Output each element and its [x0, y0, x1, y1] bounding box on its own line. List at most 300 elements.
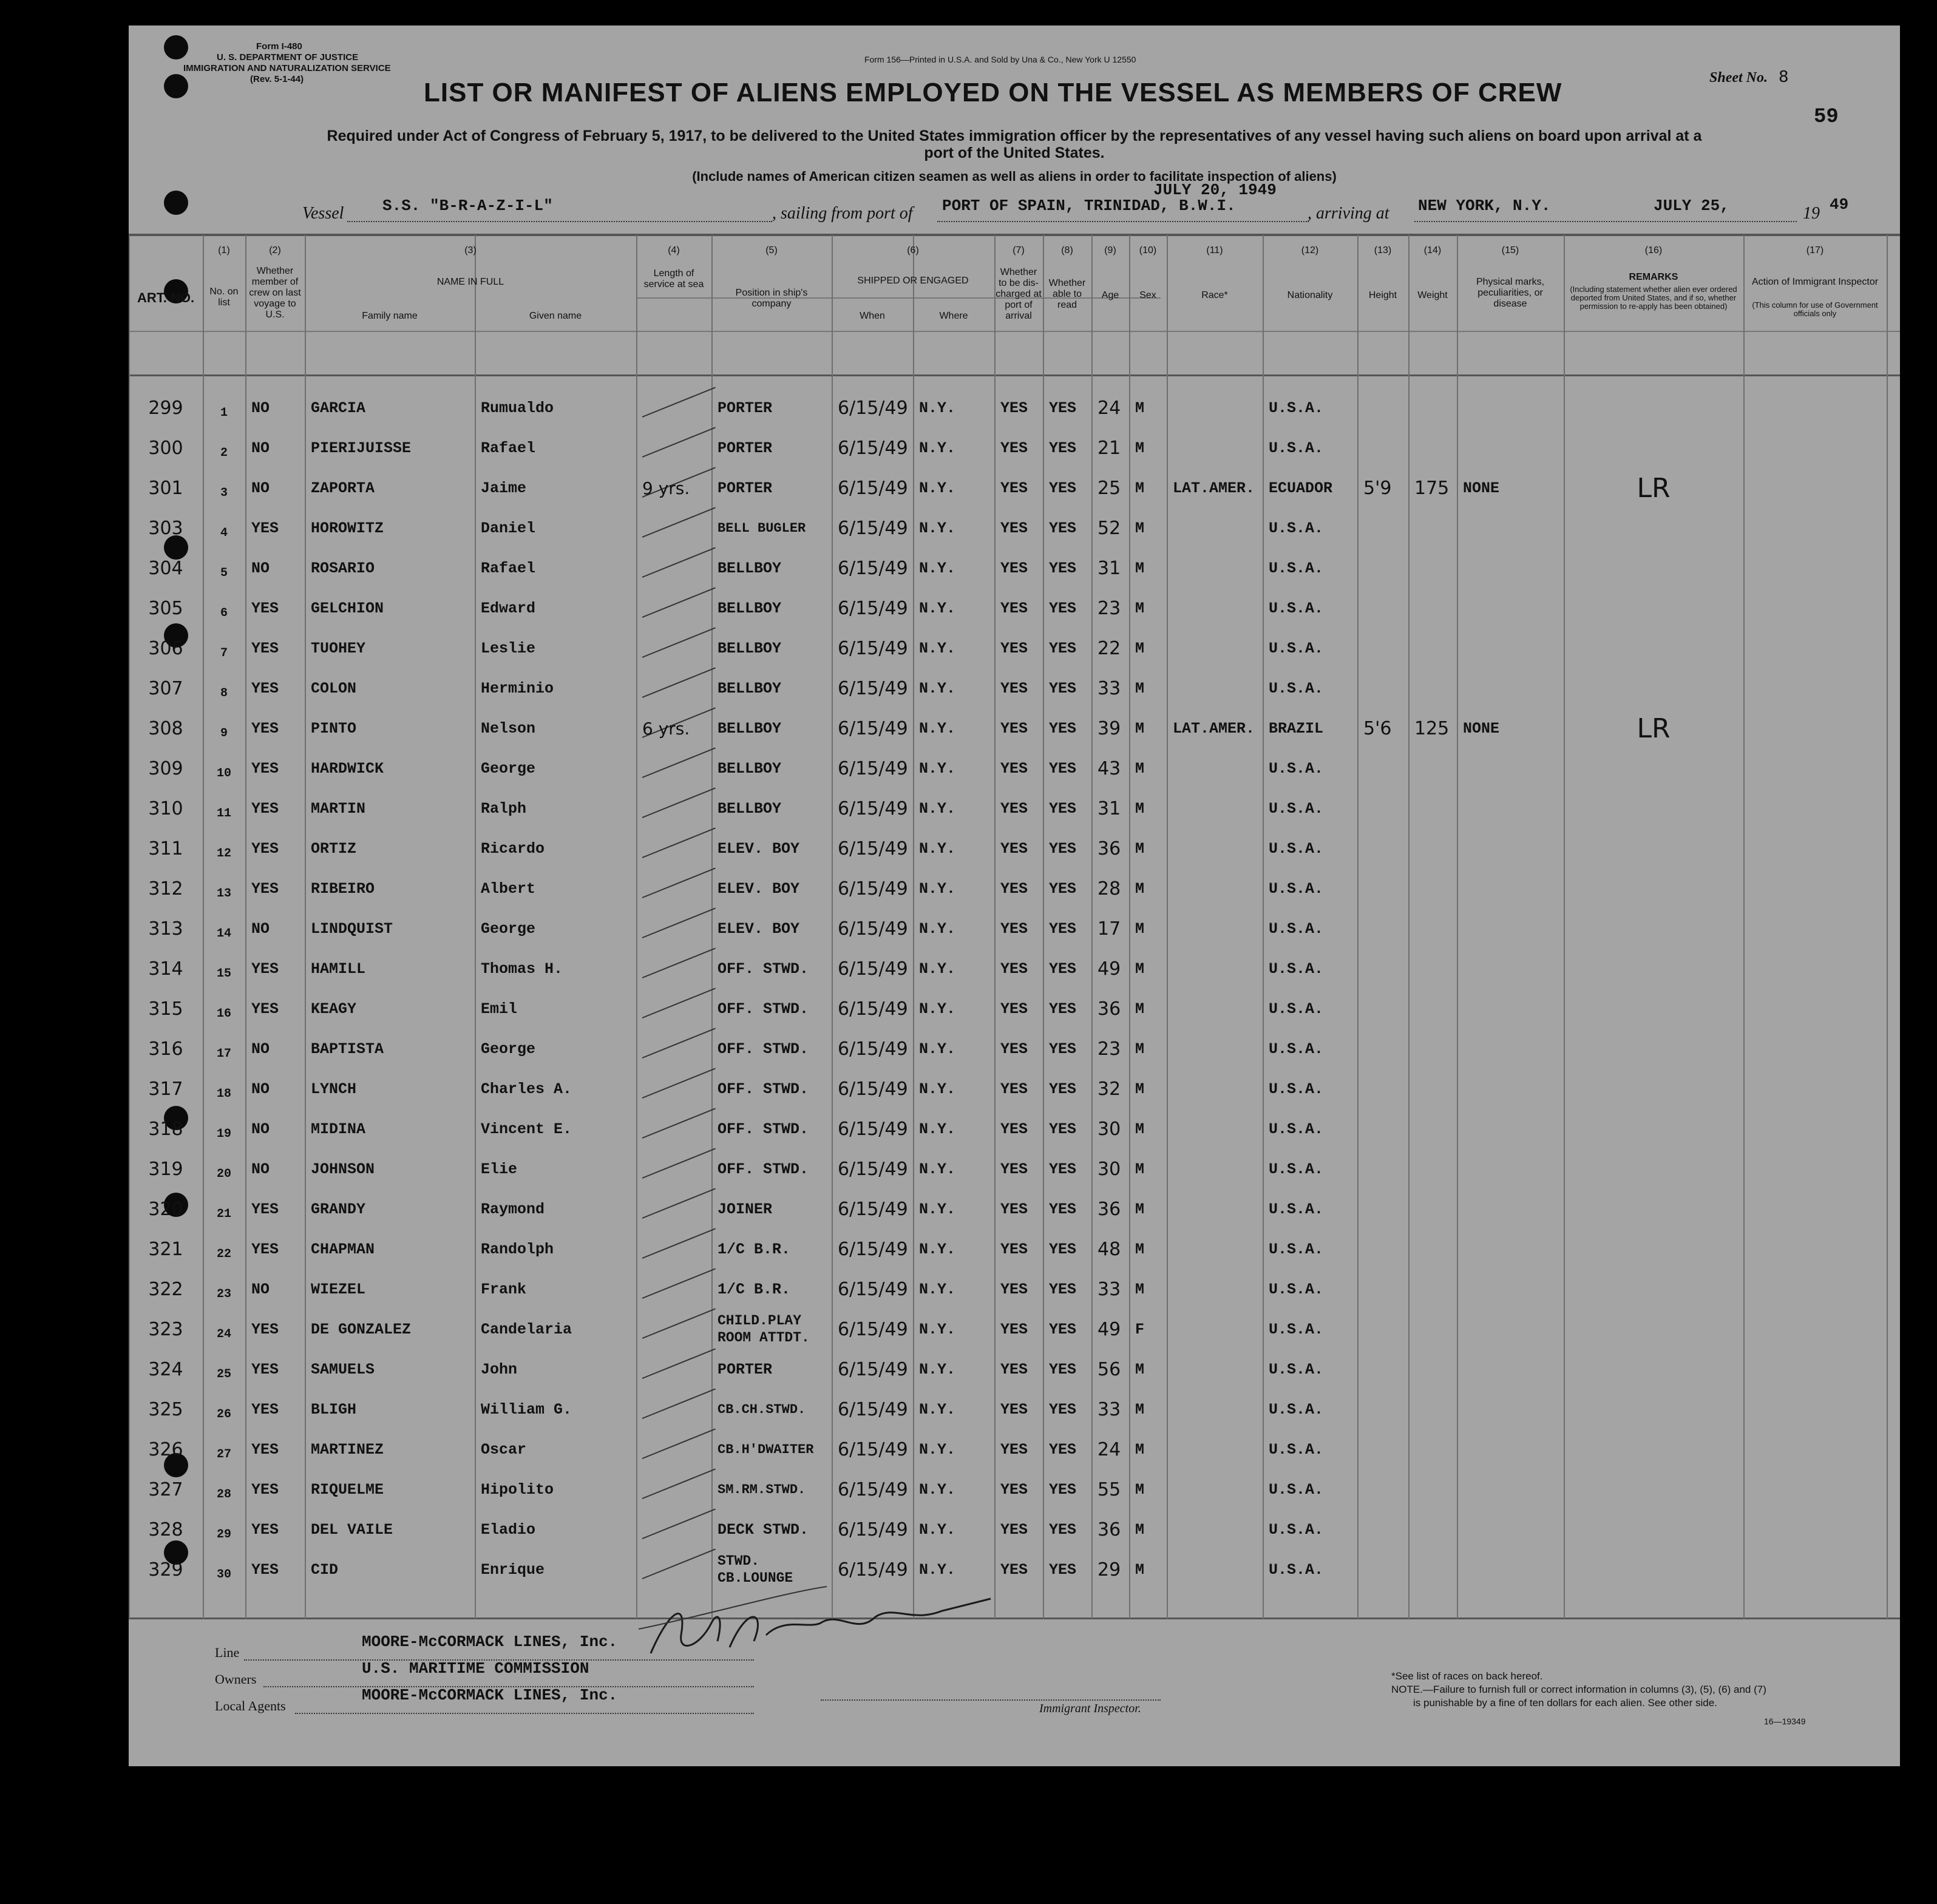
cell-remarks [1564, 1470, 1743, 1510]
cell-when: 6/15/49 [838, 478, 908, 499]
cell-given: Charles A. [481, 1080, 572, 1098]
cell-where: N.Y. [919, 720, 956, 737]
cell-where: N.Y. [919, 1000, 956, 1018]
cell-weight [1414, 549, 1457, 589]
cell-read: YES [1049, 600, 1077, 617]
cell-weight [1414, 1350, 1457, 1390]
cell-position: PORTER [717, 439, 773, 457]
inspector-label: Immigrant Inspector. [1039, 1702, 1141, 1715]
cell-no: 17 [216, 1047, 231, 1061]
cell-art: 314 [148, 958, 183, 980]
cell-art: 329 [148, 1559, 183, 1580]
cell-position: BELLBOY [717, 760, 782, 778]
cell-member: YES [251, 1241, 279, 1258]
cell-sex: M [1135, 600, 1145, 617]
cell-physical [1463, 1190, 1564, 1230]
cell-read: YES [1049, 1281, 1077, 1298]
cell-remarks [1564, 869, 1743, 909]
line-label: Line [215, 1645, 240, 1660]
cell-when: 6/15/49 [838, 678, 908, 699]
cell-height [1363, 749, 1408, 789]
header-length-of-service: Length of service at sea [643, 268, 704, 290]
cell-height [1363, 949, 1408, 989]
cell-weight [1414, 589, 1457, 629]
column-number-9: (9) [1104, 245, 1116, 256]
cell-weight [1414, 1270, 1457, 1310]
cell-age: 22 [1097, 638, 1121, 659]
cell-art: 325 [148, 1399, 183, 1420]
header-remarks: REMARKS [1629, 272, 1678, 282]
cell-where: N.Y. [919, 1481, 956, 1499]
sheet-label: Sheet No. [1709, 70, 1768, 86]
cell-remarks [1564, 1390, 1743, 1430]
cell-service [642, 669, 711, 709]
cell-art: 317 [148, 1079, 183, 1100]
cell-read: YES [1049, 640, 1077, 657]
cell-race [1173, 549, 1263, 589]
table-row [129, 469, 1900, 509]
cell-member: NO [251, 1281, 270, 1298]
cell-where: N.Y. [919, 1241, 956, 1258]
cell-position: BELLBOY [717, 640, 782, 657]
cell-where: N.Y. [919, 1040, 956, 1058]
cell-nationality: U.S.A. [1269, 840, 1324, 858]
header-family-name: Family name [362, 311, 418, 321]
header-age: Age [1101, 290, 1119, 300]
cell-position: OFF. STWD. [717, 1080, 809, 1098]
cell-age: 36 [1097, 838, 1121, 859]
cell-read: YES [1049, 560, 1077, 577]
header-nationality: Nationality [1287, 290, 1333, 300]
cell-service [642, 1470, 711, 1510]
cell-sex: M [1135, 760, 1145, 778]
cell-discharged: YES [1000, 640, 1028, 657]
cell-when: 6/15/49 [838, 1239, 908, 1260]
cell-service [642, 589, 711, 629]
cell-discharged: YES [1000, 1120, 1028, 1138]
cell-no: 7 [220, 646, 228, 660]
cell-height [1363, 1230, 1408, 1270]
cell-when: 6/15/49 [838, 838, 908, 859]
cell-nationality: U.S.A. [1269, 760, 1324, 778]
cell-age: 29 [1097, 1559, 1121, 1580]
cell-position: 1/C B.R. [717, 1241, 791, 1258]
cell-weight [1414, 1310, 1457, 1350]
line-value: MOORE-McCORMACK LINES, Inc. [362, 1633, 618, 1651]
service-name: IMMIGRATION AND NATURALIZATION SERVICE [183, 63, 391, 73]
cell-no: 20 [216, 1167, 231, 1181]
cell-physical [1463, 829, 1564, 869]
cell-art: 310 [148, 798, 183, 819]
cell-member: YES [251, 600, 279, 617]
cell-height: 5'9 [1363, 478, 1392, 499]
cell-read: YES [1049, 800, 1077, 818]
table-row [129, 1230, 1900, 1270]
cell-art: 308 [148, 718, 183, 739]
form-number: Form I-480 [256, 41, 302, 52]
cell-given: Thomas H. [481, 960, 563, 978]
cell-given: Edward [481, 600, 536, 617]
cell-given: Herminio [481, 680, 554, 697]
cell-weight [1414, 1069, 1457, 1110]
header-sex: Sex [1139, 290, 1156, 300]
cell-when: 6/15/49 [838, 798, 908, 819]
cell-nationality: U.S.A. [1269, 399, 1324, 417]
cell-read: YES [1049, 880, 1077, 898]
cell-position: OFF. STWD. [717, 1040, 809, 1058]
races-note: *See list of races on back hereof. [1391, 1670, 1543, 1682]
cell-age: 36 [1097, 1199, 1121, 1220]
cell-where: N.Y. [919, 439, 956, 457]
cell-art: 312 [148, 878, 183, 899]
cell-weight: 175 [1414, 478, 1450, 499]
cell-physical [1463, 1390, 1564, 1430]
cell-member: NO [251, 1040, 270, 1058]
cell-no: 11 [216, 807, 231, 821]
table-row [129, 589, 1900, 629]
cell-no: 6 [220, 606, 228, 620]
cell-physical [1463, 1310, 1564, 1350]
cell-position: STWD. CB.LOUNGE [717, 1553, 793, 1586]
header-position: Position in ship's company [735, 288, 808, 309]
cell-sex: M [1135, 880, 1145, 898]
cell-age: 25 [1097, 478, 1121, 499]
cell-read: YES [1049, 399, 1077, 417]
cell-sex: M [1135, 720, 1145, 737]
include-note: (Include names of American citizen seamen as well as aliens in order to facilitate inspection of aliens) [692, 169, 1337, 184]
vessel-label: Vessel [302, 204, 344, 223]
cell-sex: M [1135, 1241, 1145, 1258]
cell-position: BELLBOY [717, 560, 782, 577]
cell-discharged: YES [1000, 1040, 1028, 1058]
port-of-departure: PORT OF SPAIN, TRINIDAD, B.W.I. [942, 197, 1236, 215]
table-row [129, 749, 1900, 789]
cell-physical [1463, 1069, 1564, 1110]
cell-race [1173, 1350, 1263, 1390]
cell-weight [1414, 789, 1457, 829]
cell-service [642, 429, 711, 469]
table-row [129, 1470, 1900, 1510]
cell-discharged: YES [1000, 880, 1028, 898]
cell-when: 6/15/49 [838, 1038, 908, 1060]
cell-member: YES [251, 1481, 279, 1499]
cell-physical [1463, 1270, 1564, 1310]
cell-service [642, 509, 711, 549]
cell-art: 324 [148, 1359, 183, 1380]
column-number-3: (3) [464, 245, 477, 256]
cell-read: YES [1049, 920, 1077, 938]
cell-service [642, 949, 711, 989]
revision-date: (Rev. 5-1-44) [250, 74, 304, 84]
cell-physical [1463, 589, 1564, 629]
cell-remarks [1564, 629, 1743, 669]
cell-remarks [1564, 1110, 1743, 1150]
cell-member: NO [251, 1160, 270, 1178]
cell-family: MIDINA [311, 1120, 366, 1138]
cell-member: YES [251, 720, 279, 737]
cell-member: YES [251, 640, 279, 657]
cell-age: 56 [1097, 1359, 1121, 1380]
cell-height [1363, 1470, 1408, 1510]
cell-physical [1463, 1430, 1564, 1470]
cell-where: N.Y. [919, 680, 956, 697]
cell-given: Nelson [481, 720, 536, 737]
cell-discharged: YES [1000, 1201, 1028, 1218]
cell-where: N.Y. [919, 1361, 956, 1378]
cell-age: 39 [1097, 718, 1121, 739]
cell-family: KEAGY [311, 1000, 357, 1018]
cell-weight [1414, 629, 1457, 669]
cell-art: 306 [148, 638, 183, 659]
column-number-7: (7) [1013, 245, 1025, 256]
cell-age: 23 [1097, 598, 1121, 619]
cell-where: N.Y. [919, 520, 956, 537]
department-name: U. S. DEPARTMENT OF JUSTICE [217, 52, 359, 63]
cell-given: Albert [481, 880, 536, 898]
penalty-note-cont: is punishable by a fine of ten dollars for each alien. See other side. [1413, 1697, 1717, 1709]
cell-race [1173, 629, 1263, 669]
cell-physical [1463, 1350, 1564, 1390]
cell-age: 33 [1097, 1279, 1121, 1300]
cell-remarks [1564, 1270, 1743, 1310]
cell-physical [1463, 1150, 1564, 1190]
cell-family: HOROWITZ [311, 520, 384, 537]
cell-race [1173, 749, 1263, 789]
cell-height [1363, 589, 1408, 629]
cell-where: N.Y. [919, 1521, 956, 1539]
cell-when: 6/15/49 [838, 438, 908, 459]
cell-service [642, 1110, 711, 1150]
cell-member: YES [251, 1561, 279, 1579]
cell-member: YES [251, 1201, 279, 1218]
cell-no: 27 [216, 1448, 231, 1462]
cell-art: 304 [148, 558, 183, 579]
cell-family: JOHNSON [311, 1160, 375, 1178]
cell-where: N.Y. [919, 960, 956, 978]
page-number: 59 [1814, 106, 1839, 129]
cell-weight [1414, 1110, 1457, 1150]
cell-age: 31 [1097, 798, 1121, 819]
header-able-to-read: Whether able to read [1048, 278, 1086, 310]
cell-member: NO [251, 1080, 270, 1098]
cell-height [1363, 1430, 1408, 1470]
cell-nationality: U.S.A. [1269, 1000, 1324, 1018]
cell-physical: NONE [1463, 720, 1500, 737]
cell-discharged: YES [1000, 1000, 1028, 1018]
cell-remarks [1564, 549, 1743, 589]
cell-discharged: YES [1000, 1441, 1028, 1458]
cell-given: Ralph [481, 800, 527, 818]
cell-service [642, 869, 711, 909]
cell-service [642, 549, 711, 589]
cell-art: 318 [148, 1119, 183, 1140]
cell-member: YES [251, 1401, 279, 1418]
cell-given: Eladio [481, 1521, 536, 1539]
header-art-no: ART. NO. [137, 290, 195, 305]
cell-no: 19 [216, 1127, 231, 1141]
cell-no: 25 [216, 1367, 231, 1381]
cell-family: LINDQUIST [311, 920, 393, 938]
cell-when: 6/15/49 [838, 918, 908, 940]
cell-height [1363, 629, 1408, 669]
cell-art: 299 [148, 398, 183, 419]
cell-discharged: YES [1000, 1281, 1028, 1298]
cell-member: YES [251, 840, 279, 858]
cell-weight [1414, 1150, 1457, 1190]
cell-race [1173, 789, 1263, 829]
cell-given: Hipolito [481, 1481, 554, 1499]
cell-art: 321 [148, 1239, 183, 1260]
cell-position: BELLBOY [717, 600, 782, 617]
cell-nationality: U.S.A. [1269, 680, 1324, 697]
cell-discharged: YES [1000, 1401, 1028, 1418]
column-number-17: (17) [1806, 245, 1824, 256]
cell-discharged: YES [1000, 600, 1028, 617]
cell-when: 6/15/49 [838, 758, 908, 779]
cell-no: 10 [216, 767, 231, 781]
cell-discharged: YES [1000, 760, 1028, 778]
cell-read: YES [1049, 1160, 1077, 1178]
cell-given: Elie [481, 1160, 518, 1178]
sailing-label: , sailing from port of [772, 204, 913, 223]
column-number-4: (4) [668, 245, 680, 256]
cell-race [1173, 909, 1263, 949]
cell-remarks [1564, 1029, 1743, 1069]
table-row [129, 789, 1900, 829]
cell-family: RIQUELME [311, 1481, 384, 1499]
cell-service [642, 1069, 711, 1110]
cell-sex: M [1135, 439, 1145, 457]
cell-read: YES [1049, 760, 1077, 778]
sheet-number [1709, 68, 1789, 86]
cell-age: 24 [1097, 1439, 1121, 1460]
column-number-15: (15) [1501, 245, 1519, 256]
cell-sex: M [1135, 1441, 1145, 1458]
cell-when: 6/15/49 [838, 1119, 908, 1140]
cell-height [1363, 1150, 1408, 1190]
cell-age: 24 [1097, 398, 1121, 419]
cell-no: 4 [220, 526, 228, 540]
cell-member: NO [251, 920, 270, 938]
cell-weight [1414, 429, 1457, 469]
cell-member: NO [251, 479, 270, 497]
cell-height [1363, 1510, 1408, 1550]
cell-remarks [1564, 509, 1743, 549]
cell-position: CB.CH.STWD. [717, 1402, 806, 1417]
cell-art: 320 [148, 1199, 183, 1220]
cell-sex: M [1135, 800, 1145, 818]
cell-family: WIEZEL [311, 1281, 366, 1298]
cell-family: LYNCH [311, 1080, 357, 1098]
cell-remarks: LR [1637, 473, 1671, 504]
cell-race [1173, 1510, 1263, 1550]
cell-race [1173, 1310, 1263, 1350]
cell-height [1363, 1390, 1408, 1430]
cell-service [642, 1390, 711, 1430]
cell-family: ROSARIO [311, 560, 375, 577]
cell-read: YES [1049, 1120, 1077, 1138]
cell-no: 22 [216, 1247, 231, 1261]
cell-family: BLIGH [311, 1401, 357, 1418]
cell-member: NO [251, 399, 270, 417]
column-number-6: (6) [907, 245, 919, 256]
cell-position: BELL BUGLER [717, 521, 806, 536]
cell-read: YES [1049, 720, 1077, 737]
cell-art: 307 [148, 678, 183, 699]
cell-remarks [1564, 1310, 1743, 1350]
cell-art: 300 [148, 438, 183, 459]
cell-age: 21 [1097, 438, 1121, 459]
arrival-port: NEW YORK, N.Y. [1418, 197, 1551, 215]
header-discharged: Whether to be dis-charged at port of arrival [996, 267, 1042, 321]
table-row [129, 1390, 1900, 1430]
cell-where: N.Y. [919, 1120, 956, 1138]
cell-discharged: YES [1000, 720, 1028, 737]
cell-no: 23 [216, 1287, 231, 1301]
cell-nationality: U.S.A. [1269, 1080, 1324, 1098]
cell-age: 30 [1097, 1119, 1121, 1140]
cell-physical [1463, 909, 1564, 949]
cell-remarks [1564, 1430, 1743, 1470]
cell-remarks [1564, 989, 1743, 1029]
cell-service [642, 1270, 711, 1310]
cell-nationality: BRAZIL [1269, 720, 1324, 737]
cell-given: Rafael [481, 439, 536, 457]
cell-weight [1414, 509, 1457, 549]
cell-art: 315 [148, 998, 183, 1020]
cell-where: N.Y. [919, 1201, 956, 1218]
cell-member: YES [251, 1000, 279, 1018]
cell-age: 33 [1097, 678, 1121, 699]
cell-discharged: YES [1000, 1561, 1028, 1579]
cell-race [1173, 1550, 1263, 1590]
cell-service [642, 1029, 711, 1069]
cell-physical: NONE [1463, 479, 1500, 497]
cell-sex: M [1135, 1521, 1145, 1539]
table-row [129, 869, 1900, 909]
cell-nationality: U.S.A. [1269, 1120, 1324, 1138]
cell-no: 13 [216, 887, 231, 901]
cell-art: 309 [148, 758, 183, 779]
cell-when: 6/15/49 [838, 638, 908, 659]
cell-when: 6/15/49 [838, 998, 908, 1020]
cell-height [1363, 1270, 1408, 1310]
table-row [129, 909, 1900, 949]
cell-nationality: U.S.A. [1269, 1481, 1324, 1499]
cell-position: ELEV. BOY [717, 920, 800, 938]
cell-service [642, 989, 711, 1029]
cell-remarks [1564, 749, 1743, 789]
cell-where: N.Y. [919, 1281, 956, 1298]
cell-art: 326 [148, 1439, 183, 1460]
cell-where: N.Y. [919, 1080, 956, 1098]
cell-height [1363, 829, 1408, 869]
cell-nationality: U.S.A. [1269, 800, 1324, 818]
cell-no: 15 [216, 967, 231, 981]
cell-discharged: YES [1000, 479, 1028, 497]
cell-age: 30 [1097, 1159, 1121, 1180]
cell-position: ELEV. BOY [717, 840, 800, 858]
cell-no: 24 [216, 1327, 231, 1341]
cell-when: 6/15/49 [838, 518, 908, 539]
cell-discharged: YES [1000, 840, 1028, 858]
cell-sex: M [1135, 640, 1145, 657]
cell-position: OFF. STWD. [717, 1160, 809, 1178]
cell-art: 313 [148, 918, 183, 940]
cell-when: 6/15/49 [838, 1199, 908, 1220]
cell-sex: M [1135, 1201, 1145, 1218]
cell-family: ORTIZ [311, 840, 357, 858]
